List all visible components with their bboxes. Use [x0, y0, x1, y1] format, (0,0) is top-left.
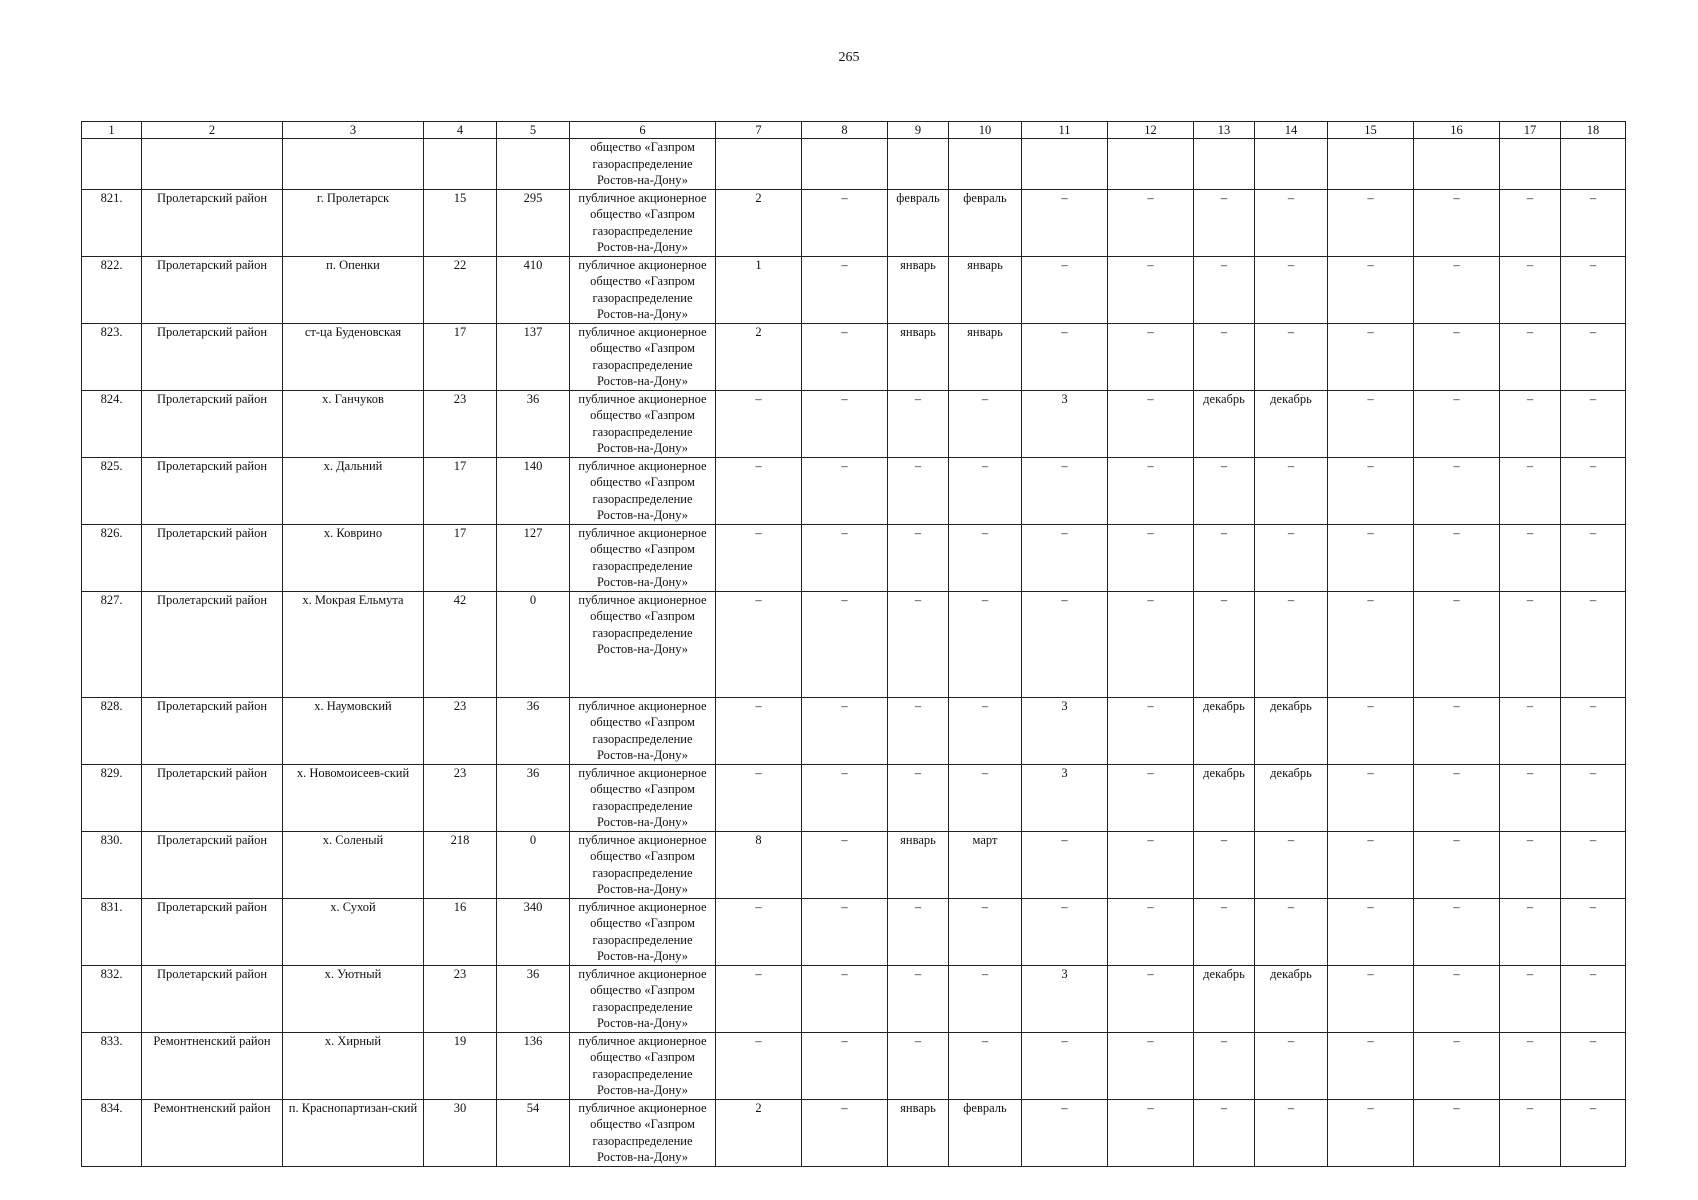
cell-organization: публичное акционерное общество «Газпром газораспределение Ростов-на-Дону»: [570, 697, 716, 764]
cell-district: Пролетарский район: [142, 256, 283, 323]
cell-district: Пролетарский район: [142, 390, 283, 457]
cell-col10: –: [949, 591, 1022, 697]
table-row: [82, 390, 1626, 457]
cell-number: 833.: [82, 1032, 142, 1099]
cell-col9: –: [888, 457, 949, 524]
cell-col17: –: [1500, 457, 1561, 524]
cell-col11: –: [1022, 1099, 1108, 1166]
cell-col15: –: [1328, 524, 1414, 591]
cell-col15: –: [1328, 591, 1414, 697]
column-header-7: 7: [716, 122, 802, 139]
cell-col7: 2: [716, 189, 802, 256]
cell-district: Пролетарский район: [142, 697, 283, 764]
cell-locality: х. Коврино: [283, 524, 424, 591]
column-header-13: 13: [1194, 122, 1255, 139]
cell-col15: –: [1328, 898, 1414, 965]
cell-col14: –: [1255, 457, 1328, 524]
cell-organization: публичное акционерное общество «Газпром газораспределение Ростов-на-Дону»: [570, 898, 716, 965]
cell-col4: 16: [424, 898, 497, 965]
cell-col17: –: [1500, 764, 1561, 831]
cell-organization: публичное акционерное общество «Газпром газораспределение Ростов-на-Дону»: [570, 1032, 716, 1099]
cell-locality: п. Опенки: [283, 256, 424, 323]
cell-col12: –: [1108, 1099, 1194, 1166]
table-row: [82, 189, 1626, 256]
cell-col13: –: [1194, 831, 1255, 898]
cell-col15: –: [1328, 1099, 1414, 1166]
cell-col4: 15: [424, 189, 497, 256]
cell-locality: х. Сухой: [283, 898, 424, 965]
cell-district: Пролетарский район: [142, 457, 283, 524]
cell-col7: –: [716, 591, 802, 697]
cell-locality: г. Пролетарск: [283, 189, 424, 256]
cell-col4: 30: [424, 1099, 497, 1166]
cell-col12: –: [1108, 390, 1194, 457]
cell-locality: х. Соленый: [283, 831, 424, 898]
table-header: [82, 122, 1626, 139]
cell-col17: –: [1500, 189, 1561, 256]
table-row: [82, 524, 1626, 591]
cell-col8: –: [802, 189, 888, 256]
cell-col14: –: [1255, 831, 1328, 898]
cell-col12: –: [1108, 524, 1194, 591]
cell-district: Пролетарский район: [142, 764, 283, 831]
cell-col15: –: [1328, 1032, 1414, 1099]
cell-col14: декабрь: [1255, 764, 1328, 831]
cell-col4: 42: [424, 591, 497, 697]
column-header-17: 17: [1500, 122, 1561, 139]
cell-number: 827.: [82, 591, 142, 697]
cell-col18: –: [1561, 457, 1626, 524]
cell-col5: 136: [497, 1032, 570, 1099]
cell-col5: 36: [497, 697, 570, 764]
cell-col15: –: [1328, 764, 1414, 831]
cell-locality: х. Ганчуков: [283, 390, 424, 457]
cell-col15: –: [1328, 697, 1414, 764]
cell-organization: публичное акционерное общество «Газпром газораспределение Ростов-на-Дону»: [570, 764, 716, 831]
table-row: [82, 1099, 1626, 1166]
cell-col4: 17: [424, 457, 497, 524]
cell-locality: х. Новомоисеев-ский: [283, 764, 424, 831]
cell-col17: –: [1500, 965, 1561, 1032]
cell-col4: 19: [424, 1032, 497, 1099]
column-header-14: 14: [1255, 122, 1328, 139]
cell-number: 824.: [82, 390, 142, 457]
cell-col4: 22: [424, 256, 497, 323]
cell-col15: –: [1328, 323, 1414, 390]
cell-col11: 3: [1022, 697, 1108, 764]
cell-col5: 137: [497, 323, 570, 390]
cell-col16: –: [1414, 524, 1500, 591]
cell-col18: –: [1561, 697, 1626, 764]
cell-organization: публичное акционерное общество «Газпром газораспределение Ростов-на-Дону»: [570, 831, 716, 898]
cell-col18: –: [1561, 898, 1626, 965]
cell-col13: –: [1194, 591, 1255, 697]
cell-col7: 8: [716, 831, 802, 898]
page-number: 265: [838, 50, 860, 65]
cell-col8: –: [802, 965, 888, 1032]
cell-col14: декабрь: [1255, 965, 1328, 1032]
cell-col13: декабрь: [1194, 390, 1255, 457]
cell-organization: публичное акционерное общество «Газпром газораспределение Ростов-на-Дону»: [570, 965, 716, 1032]
cell-col15: –: [1328, 390, 1414, 457]
cell-col12: –: [1108, 831, 1194, 898]
cell-col7: –: [716, 965, 802, 1032]
column-header-15: 15: [1328, 122, 1414, 139]
cell-number: 825.: [82, 457, 142, 524]
cell-col18: –: [1561, 1032, 1626, 1099]
cell-col9: январь: [888, 256, 949, 323]
cell-number: 826.: [82, 524, 142, 591]
cell-col14: –: [1255, 189, 1328, 256]
cell-col18: –: [1561, 1099, 1626, 1166]
cell-col8: –: [802, 390, 888, 457]
cell-col17: –: [1500, 831, 1561, 898]
cell-col13: –: [1194, 457, 1255, 524]
cell-col18: –: [1561, 764, 1626, 831]
cell-col10: февраль: [949, 189, 1022, 256]
cell-col9: февраль: [888, 189, 949, 256]
cell-col11: –: [1022, 457, 1108, 524]
cell-col11: –: [1022, 189, 1108, 256]
cell-col16: –: [1414, 898, 1500, 965]
cell-col10: –: [949, 898, 1022, 965]
cell-col15: –: [1328, 189, 1414, 256]
cell-col14: декабрь: [1255, 390, 1328, 457]
cell-col12: –: [1108, 1032, 1194, 1099]
cell-district: Пролетарский район: [142, 524, 283, 591]
cell-col14: –: [1255, 524, 1328, 591]
cell-locality: х. Дальний: [283, 457, 424, 524]
cell-col12: –: [1108, 323, 1194, 390]
cell-col9: –: [888, 524, 949, 591]
table-row: [82, 965, 1626, 1032]
cell-organization: публичное акционерное общество «Газпром газораспределение Ростов-на-Дону»: [570, 457, 716, 524]
column-header-16: 16: [1414, 122, 1500, 139]
cell-organization: публичное акционерное общество «Газпром газораспределение Ростов-на-Дону»: [570, 390, 716, 457]
cell-col8: –: [802, 831, 888, 898]
cell-col16: –: [1414, 189, 1500, 256]
cell-col11: 3: [1022, 764, 1108, 831]
cell-col5: 127: [497, 524, 570, 591]
column-header-1: 1: [82, 122, 142, 139]
column-header-2: 2: [142, 122, 283, 139]
cell-col5: 140: [497, 457, 570, 524]
cell-col13: декабрь: [1194, 764, 1255, 831]
table-row: [82, 457, 1626, 524]
cell-col7: 2: [716, 1099, 802, 1166]
cell-col12: –: [1108, 457, 1194, 524]
cell-locality: х. Мокрая Ельмута: [283, 591, 424, 697]
data-table: [81, 121, 1626, 1167]
cell-number: 829.: [82, 764, 142, 831]
cell-col14: –: [1255, 1099, 1328, 1166]
cell-col17: –: [1500, 697, 1561, 764]
cell-col12: –: [1108, 898, 1194, 965]
cell-organization: публичное акционерное общество «Газпром газораспределение Ростов-на-Дону»: [570, 1099, 716, 1166]
cell-col16: –: [1414, 390, 1500, 457]
table-row-continuation: [82, 139, 1626, 190]
cell-col7: –: [716, 1032, 802, 1099]
cell-col13: –: [1194, 256, 1255, 323]
cell-col13: –: [1194, 1099, 1255, 1166]
cell-number: 823.: [82, 323, 142, 390]
cell-number: 831.: [82, 898, 142, 965]
cell-col14: –: [1255, 323, 1328, 390]
cell-col9: –: [888, 390, 949, 457]
cell-number: 821.: [82, 189, 142, 256]
cell-col15: –: [1328, 256, 1414, 323]
cell-col16: –: [1414, 256, 1500, 323]
cell-col10: –: [949, 697, 1022, 764]
cell-organization: публичное акционерное общество «Газпром газораспределение Ростов-на-Дону»: [570, 256, 716, 323]
cell-col8: –: [802, 323, 888, 390]
cell-col8: –: [802, 697, 888, 764]
cell-col8: –: [802, 591, 888, 697]
cell-col4: 218: [424, 831, 497, 898]
cell-col9: –: [888, 591, 949, 697]
cell-organization: общество «Газпром газораспределение Ростов-на-Дону»: [570, 139, 716, 190]
header-row: [82, 122, 1626, 139]
cell-col14: –: [1255, 1032, 1328, 1099]
cell-organization: публичное акционерное общество «Газпром газораспределение Ростов-на-Дону»: [570, 591, 716, 697]
cell-col18: –: [1561, 256, 1626, 323]
cell-col13: –: [1194, 524, 1255, 591]
cell-col14: –: [1255, 898, 1328, 965]
cell-col4: 23: [424, 764, 497, 831]
cell-col9: –: [888, 764, 949, 831]
cell-col13: декабрь: [1194, 697, 1255, 764]
cell-col8: –: [802, 1032, 888, 1099]
cell-col12: –: [1108, 189, 1194, 256]
cell-col18: –: [1561, 390, 1626, 457]
cell-col17: –: [1500, 1032, 1561, 1099]
column-header-5: 5: [497, 122, 570, 139]
cell-col5: 340: [497, 898, 570, 965]
cell-number: 830.: [82, 831, 142, 898]
cell-col12: –: [1108, 965, 1194, 1032]
column-header-12: 12: [1108, 122, 1194, 139]
cell-col16: –: [1414, 965, 1500, 1032]
table-row: [82, 831, 1626, 898]
cell-col7: 2: [716, 323, 802, 390]
table-row: [82, 256, 1626, 323]
cell-col4: 17: [424, 323, 497, 390]
cell-col11: 3: [1022, 390, 1108, 457]
cell-col11: –: [1022, 256, 1108, 323]
table-row: [82, 591, 1626, 697]
cell-col13: –: [1194, 323, 1255, 390]
cell-col7: 1: [716, 256, 802, 323]
cell-col17: –: [1500, 1099, 1561, 1166]
cell-col10: –: [949, 1032, 1022, 1099]
cell-col10: –: [949, 457, 1022, 524]
cell-col12: –: [1108, 697, 1194, 764]
cell-col5: 295: [497, 189, 570, 256]
cell-col12: –: [1108, 591, 1194, 697]
table-row: [82, 323, 1626, 390]
cell-locality: х. Уютный: [283, 965, 424, 1032]
cell-col15: –: [1328, 965, 1414, 1032]
cell-col7: –: [716, 457, 802, 524]
cell-col4: 23: [424, 965, 497, 1032]
cell-col11: 3: [1022, 965, 1108, 1032]
cell-col13: –: [1194, 1032, 1255, 1099]
cell-col8: –: [802, 524, 888, 591]
cell-col16: –: [1414, 764, 1500, 831]
cell-col16: –: [1414, 831, 1500, 898]
cell-col5: 36: [497, 764, 570, 831]
cell-col16: –: [1414, 591, 1500, 697]
cell-number: 822.: [82, 256, 142, 323]
table-row: [82, 898, 1626, 965]
cell-col5: 0: [497, 591, 570, 697]
cell-col7: –: [716, 764, 802, 831]
cell-col9: –: [888, 1032, 949, 1099]
cell-col10: январь: [949, 323, 1022, 390]
cell-col11: –: [1022, 831, 1108, 898]
cell-district: Пролетарский район: [142, 189, 283, 256]
cell-col10: –: [949, 965, 1022, 1032]
cell-col11: –: [1022, 1032, 1108, 1099]
cell-district: Пролетарский район: [142, 591, 283, 697]
cell-organization: публичное акционерное общество «Газпром газораспределение Ростов-на-Дону»: [570, 524, 716, 591]
column-header-18: 18: [1561, 122, 1626, 139]
cell-col17: –: [1500, 591, 1561, 697]
cell-number: 834.: [82, 1099, 142, 1166]
cell-col5: 54: [497, 1099, 570, 1166]
column-header-8: 8: [802, 122, 888, 139]
cell-col17: –: [1500, 256, 1561, 323]
cell-col17: –: [1500, 524, 1561, 591]
cell-col4: 23: [424, 697, 497, 764]
cell-col10: –: [949, 390, 1022, 457]
cell-col9: –: [888, 898, 949, 965]
cell-district: Пролетарский район: [142, 965, 283, 1032]
cell-col16: –: [1414, 697, 1500, 764]
cell-col9: январь: [888, 1099, 949, 1166]
cell-organization: публичное акционерное общество «Газпром газораспределение Ростов-на-Дону»: [570, 189, 716, 256]
column-header-3: 3: [283, 122, 424, 139]
cell-col7: –: [716, 697, 802, 764]
cell-col17: –: [1500, 898, 1561, 965]
cell-col10: январь: [949, 256, 1022, 323]
cell-col5: 0: [497, 831, 570, 898]
column-header-6: 6: [570, 122, 716, 139]
cell-col18: –: [1561, 524, 1626, 591]
cell-col7: –: [716, 524, 802, 591]
cell-district: Пролетарский район: [142, 898, 283, 965]
cell-col11: –: [1022, 524, 1108, 591]
cell-col8: –: [802, 764, 888, 831]
cell-col16: –: [1414, 323, 1500, 390]
cell-district: Пролетарский район: [142, 831, 283, 898]
cell-col10: март: [949, 831, 1022, 898]
cell-col11: –: [1022, 898, 1108, 965]
cell-col12: –: [1108, 256, 1194, 323]
cell-col8: –: [802, 1099, 888, 1166]
cell-col4: 23: [424, 390, 497, 457]
cell-col10: –: [949, 524, 1022, 591]
cell-col11: –: [1022, 323, 1108, 390]
table-row: [82, 697, 1626, 764]
cell-col12: –: [1108, 764, 1194, 831]
cell-col13: декабрь: [1194, 965, 1255, 1032]
table-body: [82, 139, 1626, 1167]
cell-district: Пролетарский район: [142, 323, 283, 390]
column-header-4: 4: [424, 122, 497, 139]
cell-col17: –: [1500, 323, 1561, 390]
cell-col8: –: [802, 898, 888, 965]
cell-col18: –: [1561, 831, 1626, 898]
column-header-9: 9: [888, 122, 949, 139]
cell-organization: публичное акционерное общество «Газпром газораспределение Ростов-на-Дону»: [570, 323, 716, 390]
cell-col5: 36: [497, 390, 570, 457]
cell-col9: январь: [888, 323, 949, 390]
cell-col18: –: [1561, 965, 1626, 1032]
cell-col18: –: [1561, 323, 1626, 390]
table-row: [82, 1032, 1626, 1099]
cell-col18: –: [1561, 591, 1626, 697]
cell-locality: ст-ца Буденовская: [283, 323, 424, 390]
cell-col18: –: [1561, 189, 1626, 256]
cell-district: Ремонтненский район: [142, 1099, 283, 1166]
cell-col7: –: [716, 898, 802, 965]
column-header-10: 10: [949, 122, 1022, 139]
cell-col7: –: [716, 390, 802, 457]
cell-col4: 17: [424, 524, 497, 591]
table-row: [82, 764, 1626, 831]
cell-col5: 36: [497, 965, 570, 1032]
cell-col9: январь: [888, 831, 949, 898]
cell-district: Ремонтненский район: [142, 1032, 283, 1099]
cell-col14: –: [1255, 591, 1328, 697]
cell-col17: –: [1500, 390, 1561, 457]
cell-col15: –: [1328, 831, 1414, 898]
cell-col14: –: [1255, 256, 1328, 323]
cell-col16: –: [1414, 457, 1500, 524]
cell-locality: х. Хирный: [283, 1032, 424, 1099]
cell-number: 832.: [82, 965, 142, 1032]
cell-col16: –: [1414, 1099, 1500, 1166]
cell-col8: –: [802, 457, 888, 524]
cell-number: 828.: [82, 697, 142, 764]
cell-col13: –: [1194, 898, 1255, 965]
cell-col16: –: [1414, 1032, 1500, 1099]
cell-locality: п. Краснопартизан-ский: [283, 1099, 424, 1166]
cell-col13: –: [1194, 189, 1255, 256]
cell-col9: –: [888, 965, 949, 1032]
cell-col10: февраль: [949, 1099, 1022, 1166]
column-header-11: 11: [1022, 122, 1108, 139]
cell-locality: х. Наумовский: [283, 697, 424, 764]
cell-col9: –: [888, 697, 949, 764]
cell-col5: 410: [497, 256, 570, 323]
cell-col11: –: [1022, 591, 1108, 697]
cell-col15: –: [1328, 457, 1414, 524]
cell-col14: декабрь: [1255, 697, 1328, 764]
cell-col10: –: [949, 764, 1022, 831]
cell-col8: –: [802, 256, 888, 323]
